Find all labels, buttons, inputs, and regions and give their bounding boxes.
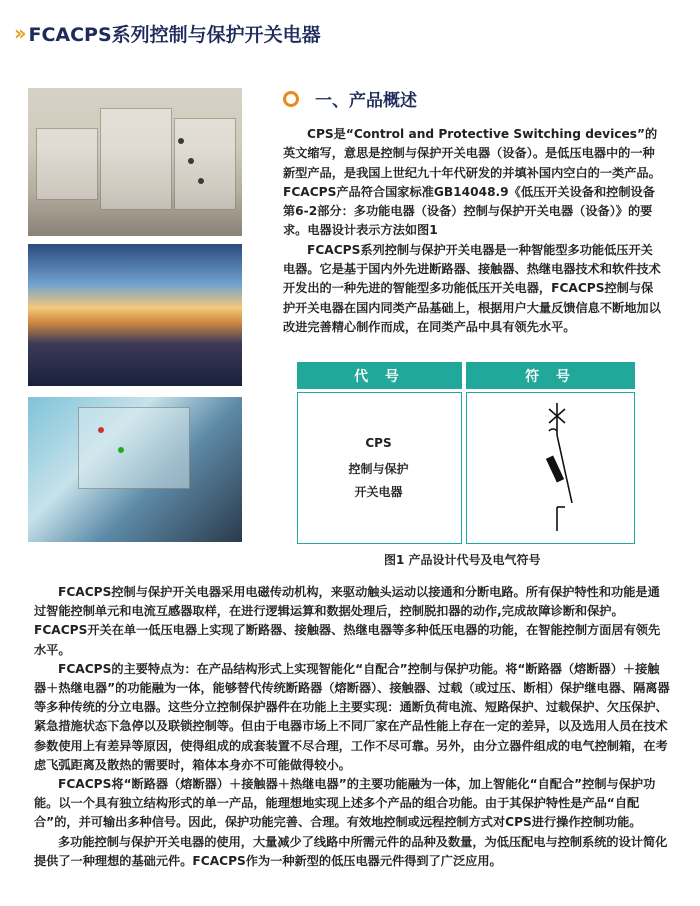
intro-paragraph: FCACPS系列控制与保护开关电器是一种智能型多功能低压开关电器。它是基于国内外先进断路器、接触器、热继电器技术和软件技术开发出的一种先进的智能型多功能低压开关电器，FCACPS控制与保护开关电器在国内同类产品基础上，根据用户大量反馈信息不断地加以改进完善精心制作而成，在同类产品中具有领先水平。 [283, 242, 661, 334]
figure-caption: 图1 产品设计代号及电气符号 [384, 553, 541, 567]
body-paragraph: 多功能控制与保护开关电器的使用，大量减少了线路中所需元件的品种及数量，为低压配电与控制系统的设计简化提供了一种理想的基础元件。FCACPS作为一种新型的低压电器元件得到了广泛应用。 [34, 834, 668, 868]
page-title: FCACPS系列控制与保护开关电器 [28, 23, 321, 46]
operator-photo [28, 397, 242, 542]
section-title: 一、产品概述 [315, 91, 417, 111]
page-header [14, 18, 321, 48]
section-heading [283, 86, 417, 111]
code-line: 开关电器 [354, 485, 403, 499]
table-header-code: 代 号 [297, 362, 462, 389]
body-paragraph: FCACPS将“断路器（熔断器）＋接触器＋热继电器”的主要功能融为一体，加上智能化“自配合”控制与保护功能。以一个具有独立结构形式的单一产品，能理想地实现上述多个产品的组合功能。由于其保护特性是产品“自配合”的，并可输出多种信号。因此，保护功能完善、合理。有效地控制或远程控制方式对CPS进行操作控制功能。 [34, 777, 656, 830]
body-paragraph: FCACPS的主要特点为：在产品结构形式上实现智能化“自配合”控制与保护功能。将“断路器（熔断器）＋接触器＋热继电器”的功能融为一体，能够替代传统断路器（熔断器）、接触器、过载（或过压、断相）保护继电器、隔离器等多种传统的分立电器。这些分立控制保护器件在功能上主要实现：通断负荷电流、短路保护、过载保护、欠压保护、紧急措施状态下急停以及联锁控制等。但由于电器市场上不同厂家在产品性能上存在一定的差异，以及选用人员在技术参数使用上有差异等原因，使得组成的成套装置不尽合理，工作不尽可靠。另外，由分立器件组成的电气控制箱，在考虑飞弧距离及散热的需要时，箱体本身亦不可能做得较小。 [34, 661, 670, 772]
table-header-symbol: 符 号 [466, 362, 635, 389]
control-panel-photo [28, 88, 242, 236]
figure-table [297, 362, 635, 544]
symbol-cell [466, 392, 635, 544]
code-line: CPS [365, 436, 392, 450]
code-line: 控制与保护 [348, 462, 409, 476]
intro-paragraph: CPS是“Control and Protective Switching devices”的英文缩写，意思是控制与保护开关电器（设备）。是低压电器中的一种新型产品，是我国上世纪九十年代研发的并填补国内空白的一类产品。FCACPS产品符合国家标准GB14048.9《低压开关设备和控制设备 第6-2部分：多功能电器（设备）控制与保护开关电器（设备）》的要求。电器设计表示方法如图1 [283, 127, 661, 238]
intro-text [283, 125, 663, 337]
switch-symbol-icon [467, 393, 634, 543]
body-text [34, 583, 670, 871]
ring-bullet-icon [283, 91, 299, 107]
body-paragraph: FCACPS控制与保护开关电器采用电磁传动机构，来驱动触头运动以接通和分断电路。所有保护特性和功能是通过智能控制单元和电流互感器取样，在进行逻辑运算和数据处理后，控制脱扣器的动作,完成故障诊断和保护。FCACPS开关在单一低压电器上实现了断路器、接触器、热继电器等多种低压电器的功能，在智能控制方面居有领先水平。 [34, 585, 661, 657]
double-chevron-icon: ›› [14, 21, 23, 45]
dam-photo [28, 244, 242, 386]
